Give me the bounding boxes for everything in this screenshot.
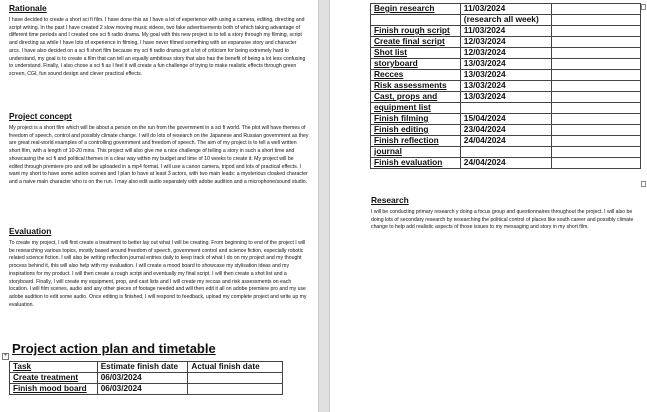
table-row bbox=[371, 103, 641, 114]
estimate-cell: 13/03/2024 bbox=[460, 70, 551, 81]
actual-cell bbox=[551, 125, 640, 136]
table-row bbox=[371, 92, 641, 103]
evaluation-heading: Evaluation bbox=[9, 226, 52, 236]
estimate-cell: (research all week) bbox=[460, 15, 551, 26]
document-page-left bbox=[0, 0, 318, 412]
task-cell: Finish rough script bbox=[371, 26, 461, 37]
actual-cell bbox=[551, 4, 640, 15]
actual-cell bbox=[551, 158, 640, 169]
action-plan-table-continued bbox=[370, 3, 641, 169]
estimate-cell: 12/03/2024 bbox=[460, 37, 551, 48]
table-row bbox=[371, 147, 641, 158]
table-row bbox=[371, 37, 641, 48]
estimate-cell bbox=[460, 103, 551, 114]
estimate-cell: 13/03/2024 bbox=[460, 59, 551, 70]
task-cell: Finish filming bbox=[371, 114, 461, 125]
estimate-cell bbox=[460, 147, 551, 158]
task-cell: journal bbox=[371, 147, 461, 158]
actual-cell bbox=[188, 373, 283, 384]
task-cell: equipment list bbox=[371, 103, 461, 114]
estimate-cell: 24/04/2024 bbox=[460, 136, 551, 147]
estimate-cell: 13/03/2024 bbox=[460, 81, 551, 92]
table-row bbox=[371, 136, 641, 147]
estimate-cell: 06/03/2024 bbox=[97, 384, 188, 395]
actual-cell bbox=[551, 81, 640, 92]
task-cell: Finish evaluation bbox=[371, 158, 461, 169]
table-header-row bbox=[10, 362, 283, 373]
actual-cell bbox=[551, 26, 640, 37]
rationale-heading: Rationale bbox=[9, 3, 47, 13]
actual-cell bbox=[551, 114, 640, 125]
actual-cell bbox=[551, 37, 640, 48]
concept-heading: Project concept bbox=[9, 111, 72, 121]
estimate-cell: 12/03/2024 bbox=[460, 48, 551, 59]
table-row bbox=[371, 26, 641, 37]
task-cell: Create treatment bbox=[10, 373, 98, 384]
actual-cell bbox=[551, 103, 640, 114]
page-gap bbox=[318, 0, 330, 412]
task-cell: Cast, props and bbox=[371, 92, 461, 103]
end-of-row-mark-icon bbox=[641, 4, 646, 10]
research-heading: Research bbox=[371, 195, 409, 205]
rationale-paragraph: I have decided to create a short sci fi film. I have done this as I have a lot of experience with using a camera, editing, directing and script writing. In the past I have created 2 slow moving music videos, two fake advertisements both of which taking advantage of different time periods and I created one sci fi radio drama. My goal with this new project is to tell a story through my filming, script and directing as while I have lots of experience in filming, I have never filmed something with an expansive story and character arcs. I have also decided on a sci fi short film because my sci fi radio drama got a lot of criticism for being extremely hard to understand, my goal is to create a film that can tell an equally ambitious story that also has the benefit of being a lot less confusing to understand. Finally, I also chose a sci fi as I feel it will create a fun challenge of trying to make realistic effects through green screen, CGI, fun sound design and clever practical effects. bbox=[9, 17, 306, 77]
plan-heading: Project action plan and timetable bbox=[12, 341, 216, 356]
estimate-cell: 23/04/2024 bbox=[460, 125, 551, 136]
estimate-cell: 24/04/2024 bbox=[460, 158, 551, 169]
table-row bbox=[371, 81, 641, 92]
task-cell: Finish mood board bbox=[10, 384, 98, 395]
table-move-handle-icon[interactable]: + bbox=[3, 353, 8, 359]
concept-paragraph: My project is a short film which will be about a person on the run from the government in a sci fi world. The plot will have themes of freedom of speech, control and possibly climate change. I will do lots of research on the Japanese and Russian government as they are great real-world examples of a controlling government and freedom of speech. The aim of my project is to tell a well written short film, with a length of 10-20 mins. This project will also give me a nice challenge of telling a story in such a short time and showcasing the sci fi and political themes in a clear way within my budget and time of 10 weeks to create it. My project will be edited through premiere pro and will be uploaded in a mp4 format. I will use a canon camera, tripod and lots of practical effects. I want my short to have some action scenes and I plan to have at least 3 actors, with two main leads: a mysterious cloaked character and a naive main character who is on the run. I may also edit audio separately with adobe audition and a microphone/sound studio. bbox=[9, 125, 309, 185]
task-cell: Risk assessments bbox=[371, 81, 461, 92]
actual-cell bbox=[551, 48, 640, 59]
actual-cell bbox=[551, 147, 640, 158]
estimate-cell: 15/04/2024 bbox=[460, 114, 551, 125]
research-paragraph: I will be conducting primary research y doing a focus group and questionnaires throughout the project. I will also be doing lots of secondary research by researching the political control of places like south career and possibly climate change to help add realistic aspects of those issues to my messaging and story in my short film. bbox=[371, 209, 634, 231]
task-cell: Finish reflection bbox=[371, 136, 461, 147]
task-cell: Begin research bbox=[371, 4, 461, 15]
actual-cell bbox=[551, 15, 640, 26]
actual-cell bbox=[551, 70, 640, 81]
task-cell: Recces bbox=[371, 70, 461, 81]
table-row bbox=[371, 125, 641, 136]
task-cell: Shot list bbox=[371, 48, 461, 59]
header-actual: Actual finish date bbox=[188, 362, 283, 373]
end-of-row-mark-icon bbox=[641, 181, 646, 187]
actual-cell bbox=[551, 136, 640, 147]
table-row bbox=[10, 373, 283, 384]
table-row bbox=[371, 59, 641, 70]
table-row bbox=[371, 70, 641, 81]
header-estimate: Estimate finish date bbox=[97, 362, 188, 373]
task-cell: Finish editing bbox=[371, 125, 461, 136]
table-row bbox=[10, 384, 283, 395]
evaluation-paragraph: To create my project, I will first create a treatment to better lay out what I will be creating. From beginning to end of the project I will be researching various topics, mostly based around freedom of speech, government control and science fiction, especially robotic related science fiction. I will also be writing reflection journal entries daily to keep track of what I do on my project and my thought process behind it, this will also help with my evaluation. I will create a mood board to showcase my stylisation ideas and my inspirations for my product. I will then create a rough script and eventually my final script. I will then create a shot list and a storyboard. Finally, I will create my equipment, prop, and cast lists and I will create my reccas and risk assessments on each location. I will film scenes, audio and any other pieces of footage needed and will then edit it all on adobe premiere pro and my use adobe audition to edit some audio. Once editing is finished, I will respond to feedback, upload my complete project and write up my evaluation. bbox=[9, 240, 307, 308]
actual-cell bbox=[551, 59, 640, 70]
task-cell: Create final script bbox=[371, 37, 461, 48]
task-cell bbox=[371, 15, 461, 26]
table-row bbox=[371, 4, 641, 15]
estimate-cell: 06/03/2024 bbox=[97, 373, 188, 384]
task-cell: storyboard bbox=[371, 59, 461, 70]
estimate-cell: 11/03/2024 bbox=[460, 4, 551, 15]
actual-cell bbox=[188, 384, 283, 395]
action-plan-table bbox=[9, 361, 283, 395]
table-row bbox=[371, 48, 641, 59]
actual-cell bbox=[551, 92, 640, 103]
header-task: Task bbox=[10, 362, 98, 373]
table-row bbox=[371, 158, 641, 169]
estimate-cell: 13/03/2024 bbox=[460, 92, 551, 103]
document-page-right bbox=[330, 0, 647, 412]
table-row bbox=[371, 15, 641, 26]
table-row bbox=[371, 114, 641, 125]
estimate-cell: 11/03/2024 bbox=[460, 26, 551, 37]
